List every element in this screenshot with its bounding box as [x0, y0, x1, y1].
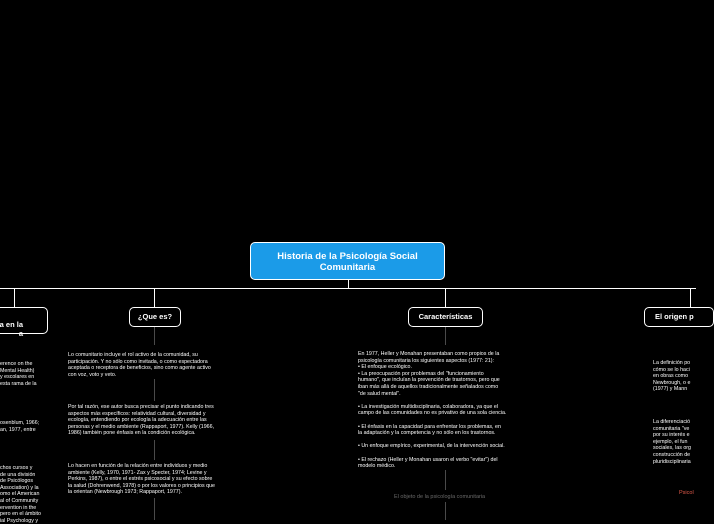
sub-line-caract-1 — [445, 327, 446, 345]
root-topic-node[interactable] — [250, 242, 445, 280]
root-stem-line — [348, 280, 349, 288]
branch-que-es-node[interactable] — [129, 307, 181, 327]
que-es-text-3: Lo hacen en función de la relación entre individuos y medio ambiente (Kelly, 1970, 1971- Zax y Specter, 1974; Levine y Perkins, 1987), o entre el estrés psicosocial y su efecto sobre la salud (Dohrenwend, 1978) o por los valores o principios que la orientan (Newbrough 1973; Rappaport, 1977). — [68, 463, 215, 496]
sub-line-que-es-2 — [154, 379, 155, 401]
stem-origen-line — [690, 288, 691, 307]
branch-caracteristicas-label: Características — [418, 312, 473, 321]
sub-line-que-es-1 — [154, 327, 155, 345]
left-text-3: chos cursos y de una división de Psicólogos Association) y la omo el American al of Community ervention in the pero en el ámbito ial Psychology y — [0, 465, 41, 524]
sub-line-caract-3 — [445, 502, 446, 520]
left-text-1: erence on the Mental Health) y escolares en esta rama de la — [0, 361, 37, 387]
origen-text-2: La diferenciació comunitaria "ve por su interés e ejemplo, el fun sociales, las org construcción de pluridisciplinaria — [653, 419, 691, 465]
root-title-line2: Comunitaria — [319, 262, 376, 273]
stem-que-es-line — [154, 288, 155, 307]
root-title-line1: Historia de la Psicología Social — [277, 251, 418, 262]
sub-line-que-es-4 — [154, 498, 155, 520]
que-es-text-2: Por tal razón, ese autor busca precisar el punto indicando tres aspectos más específicos: relatividad cultural, diversidad y ecología, entendiendo por ecología la adecuación entre las personas y el medio ambiente (Rappaport, 1977). Kelly (1966, 1986) también pone énfasis en la condición ecológica. — [68, 404, 215, 437]
branch-left-label: a en la a — [0, 320, 23, 338]
origen-sub-topic[interactable]: Psicol — [679, 490, 694, 496]
branch-origen-label: El origen p — [655, 312, 694, 321]
origen-text-1: La definición po cómo se lo haci en obras como Newbrough, o e (1977) y Mann — [653, 360, 691, 393]
stem-caracteristicas-line — [445, 288, 446, 307]
caracteristicas-text: En 1977, Heller y Monahan presentaban como propios de la psicología comunitaria los siguientes aspectos (1977: 21): • El enfoque ecológico. • La preocupación por problemas del "funcionamiento humano", que incluían la prevención de trastornos, pero que iban más allá de aquellos tradicionalmente señalados como "de salud mental". • La investigación multidisciplinaria, colaboradora, ya que el campo de las comunidades no es privativo de una sola ciencia. • El énfasis en la capacidad para enfrentar los problemas, en la adaptación y la competencia y no sólo en los trastornos. • Un enfoque empírico, experimental, de la intervención social. • El rechazo (Heller y Monahan usaron el verbo "evitar") del modelo médico. — [358, 351, 507, 470]
sub-line-caract-2 — [445, 470, 446, 490]
branch-que-es-label: ¿Que es? — [137, 312, 173, 321]
branch-caracteristicas-node[interactable] — [408, 307, 483, 327]
horizontal-connector-line — [0, 288, 696, 289]
left-text-2: osenblum, 1966; an, 1977, entre — [0, 420, 40, 433]
branch-left-node[interactable] — [0, 307, 48, 338]
que-es-text-1: Lo comunitario incluye el rol activo de la comunidad, su participación. Y no sólo como invitada, o como espectadora aceptada o receptora de beneficios, sino como agente activo con voz, voto y veto. — [68, 352, 211, 378]
sub-line-que-es-3 — [154, 440, 155, 460]
stem-left-line — [14, 288, 15, 307]
branch-origen-node[interactable] — [644, 307, 714, 327]
caracteristicas-sub-topic[interactable]: El objeto de la psicología comunitaria — [394, 494, 486, 500]
